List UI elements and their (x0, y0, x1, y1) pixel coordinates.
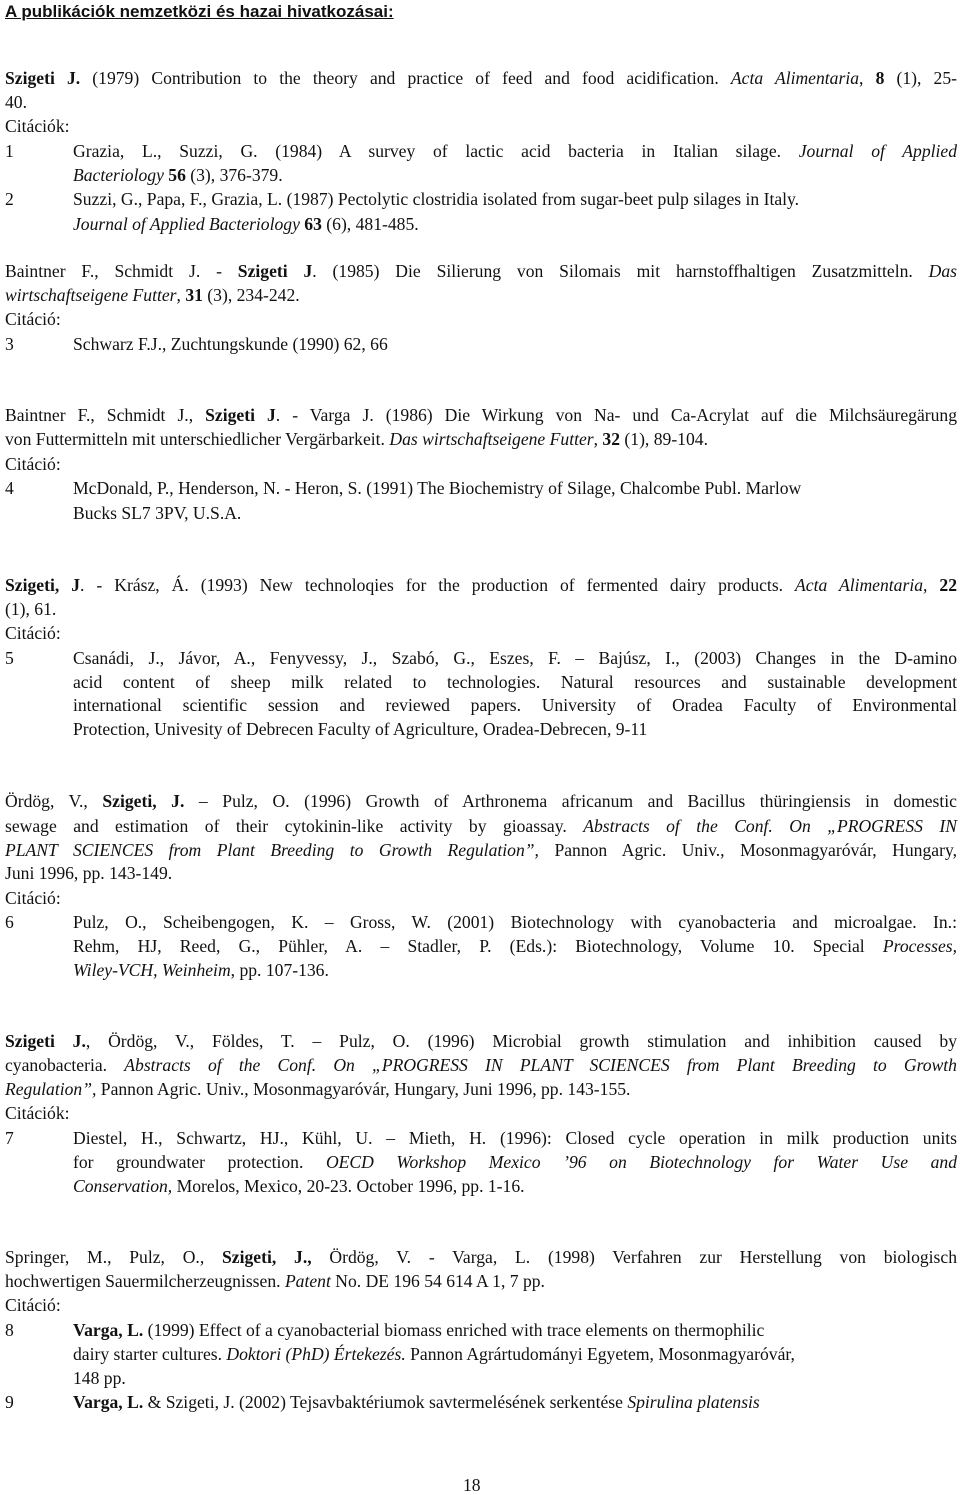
citation-number: 5 (5, 648, 14, 668)
citation-number: 3 (5, 334, 14, 354)
citation-line: dairy starter cultures. Doktori (PhD) Értekezés. Pannon Agrártudományi Egyetem, Mosonmagyaróvár, (73, 1344, 795, 1364)
pub5-line4: Juni 1996, pp. 143-149. (5, 863, 173, 883)
pub6-line2: cyanobacteria. Abstracts of the Conf. On „PROGRESS IN PLANT SCIENCES from Plant Breeding to Growth (5, 1055, 957, 1075)
citation-line: Varga, L. (1999) Effect of a cyanobacterial biomass enriched with trace elements on thermophilic (73, 1320, 765, 1340)
pub7-line1: Springer, M., Pulz, O., Szigeti, J., Ördög, V. - Varga, L. (1998) Verfahren zur Herstellung von biologisch (5, 1247, 958, 1267)
citations-label: Citációk: (5, 116, 70, 136)
document-page (5, 0, 957, 1493)
citation-label: Citáció: (5, 623, 61, 643)
page-number: 18 (463, 1475, 481, 1495)
page-heading: A publikációk nemzetközi és hazai hivatkozásai: (5, 2, 394, 21)
pub1-line1: Szigeti J. (1979) Contribution to the theory and practice of feed and food acidification. Acta Alimentaria, 8 (1), 25- (5, 68, 957, 88)
citation-label: Citáció: (5, 888, 61, 908)
citation-line: Rehm, HJ, Reed, G., Pühler, A. – Stadler, P. (Eds.): Biotechnology, Volume 10. Special Processes, (73, 936, 957, 956)
pub3-line1: Baintner F., Schmidt J., Szigeti J. - Varga J. (1986) Die Wirkung von Na- und Ca-Acrylat auf die Milchsäuregärung (5, 405, 958, 425)
pub4-line1: Szigeti, J. - Krász, Á. (1993) New technoloqies for the production of fermented dairy products. Acta Alimentaria, 22 (5, 575, 957, 595)
citations-label: Citációk: (5, 1103, 70, 1123)
pub2-line2: wirtschaftseigene Futter, 31 (3), 234-242. (5, 285, 300, 305)
citation-line: for groundwater protection. OECD Workshop Mexico ’96 on Biotechnology for Water Use and (73, 1152, 957, 1172)
citation-line: acid content of sheep milk related to technologies. Natural resources and sustainable development (73, 672, 957, 692)
citation-line: Schwarz F.J., Zuchtungskunde (1990) 62, 66 (73, 334, 388, 354)
citation-line: Journal of Applied Bacteriology 63 (6), 481-485. (73, 214, 419, 234)
citation-line: Protection, Univesity of Debrecen Faculty of Agriculture, Oradea-Debrecen, 9-11 (73, 719, 648, 739)
citation-label: Citáció: (5, 309, 61, 329)
citation-number: 7 (5, 1128, 14, 1148)
pub7-line2: hochwertigen Sauermilcherzeugnissen. Patent No. DE 196 54 614 A 1, 7 pp. (5, 1271, 545, 1291)
citation-line: 148 pp. (73, 1368, 126, 1388)
citation-line: Diestel, H., Schwartz, HJ., Kühl, U. – Mieth, H. (1996): Closed cycle operation in milk production units (73, 1128, 957, 1148)
pub5-line2: sewage and estimation of their cytokinin-like activity by gioassay. Abstracts of the Conf. On „PROGRESS IN (5, 816, 958, 836)
citation-number: 8 (5, 1320, 14, 1340)
pub5-line3: PLANT SCIENCES from Plant Breeding to Growth Regulation”, Pannon Agric. Univ., Mosonmagyaróvár, Hungary, (5, 840, 957, 860)
citation-line: international scientific session and reviewed papers. University of Oradea Faculty of Environmental (73, 695, 957, 715)
pub4-line2: (1), 61. (5, 599, 57, 619)
pub3-line2: von Futtermitteln mit unterschiedlicher Vergärbarkeit. Das wirtschaftseigene Futter, 32 (1), 89-104. (5, 429, 708, 449)
citation-number: 1 (5, 141, 14, 161)
citation-label: Citáció: (5, 454, 61, 474)
citation-line: Bacteriology 56 (3), 376-379. (73, 165, 283, 185)
citation-number: 6 (5, 912, 14, 932)
citation-label: Citáció: (5, 1295, 61, 1315)
pub6-line3: Regulation”, Pannon Agric. Univ., Mosonmagyaróvár, Hungary, Juni 1996, pp. 143-155. (5, 1079, 631, 1099)
pub6-line1: Szigeti J., Ördög, V., Földes, T. – Pulz, O. (1996) Microbial growth stimulation and inhibition caused by (5, 1031, 958, 1051)
citation-line: Wiley-VCH, Weinheim, pp. 107-136. (73, 960, 329, 980)
citation-number: 4 (5, 478, 14, 498)
citation-line: Csanádi, J., Jávor, A., Fenyvessy, J., Szabó, G., Eszes, F. – Bajúsz, I., (2003) Changes in the D-amino (73, 648, 957, 668)
pub2-line1: Baintner F., Schmidt J. - Szigeti J. (1985) Die Silierung von Silomais mit harnstoffhaltigen Zusatzmitteln. Das (5, 261, 958, 281)
citation-line: Bucks SL7 3PV, U.S.A. (73, 503, 242, 523)
pub5-line1: Ördög, V., Szigeti, J. – Pulz, O. (1996) Growth of Arthronema africanum and Bacillus thüringiensis in domestic (5, 791, 957, 811)
citation-line: Pulz, O., Scheibengogen, K. – Gross, W. (2001) Biotechnology with cyanobacteria and microalgae. In.: (73, 912, 957, 932)
pub1-line2: 40. (5, 92, 27, 112)
citation-line: McDonald, P., Henderson, N. - Heron, S. (1991) The Biochemistry of Silage, Chalcombe Publ. Marlow (73, 478, 802, 498)
citation-line: Suzzi, G., Papa, F., Grazia, L. (1987) Pectolytic clostridia isolated from sugar-beet pulp silages in Italy. (73, 189, 800, 209)
citation-line: Grazia, L., Suzzi, G. (1984) A survey of lactic acid bacteria in Italian silage. Journal of Applied (73, 141, 957, 161)
citation-line: Conservation, Morelos, Mexico, 20-23. October 1996, pp. 1-16. (73, 1176, 525, 1196)
citation-line: Varga, L. & Szigeti, J. (2002) Tejsavbaktériumok savtermelésének serkentése Spirulina platensis (73, 1392, 760, 1412)
citation-number: 9 (5, 1392, 14, 1412)
citation-number: 2 (5, 189, 14, 209)
